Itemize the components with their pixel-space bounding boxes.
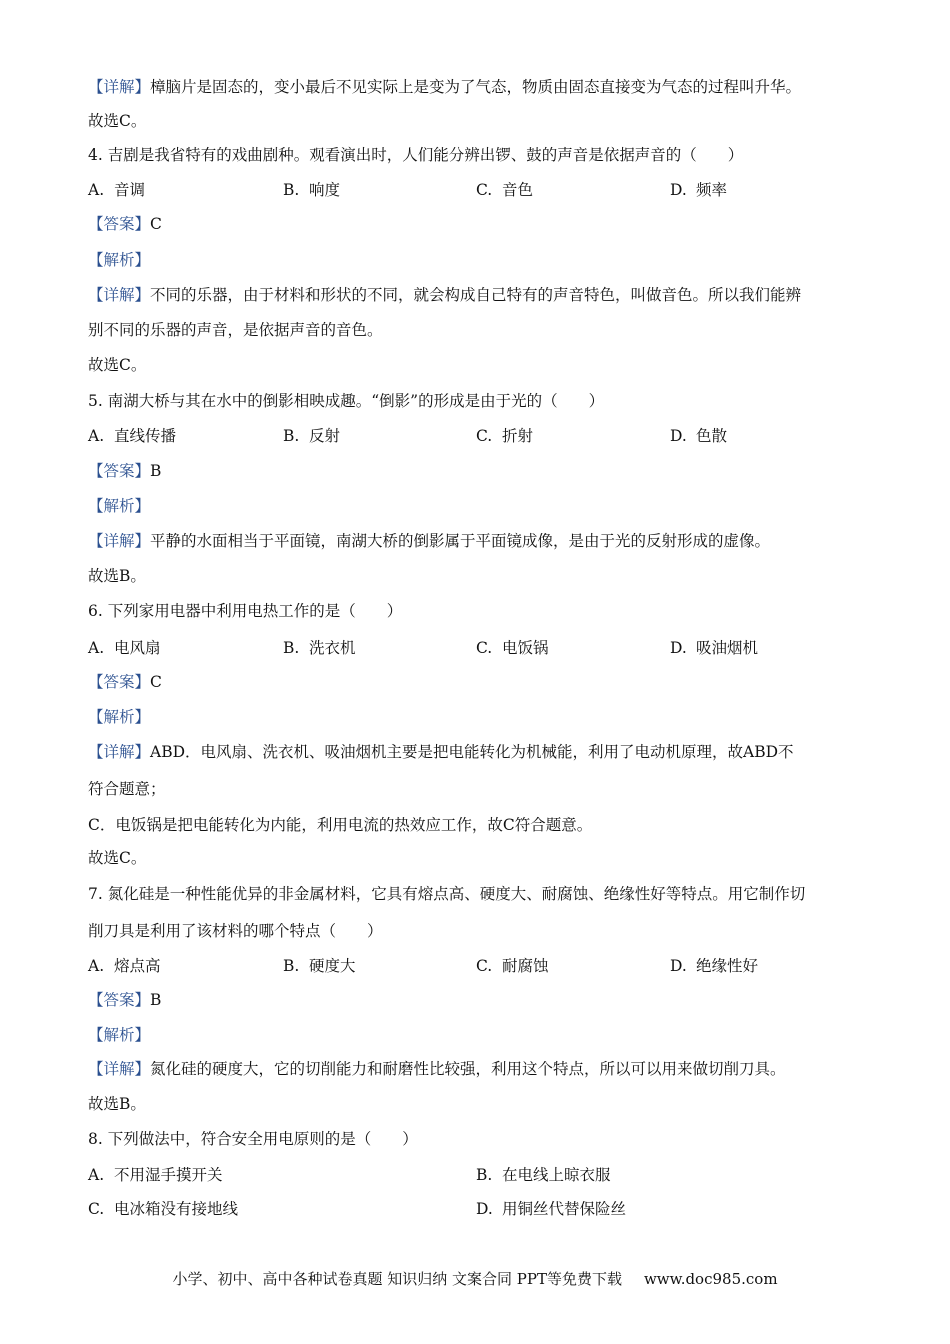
option-text: 不用湿手摸开关	[114, 1166, 223, 1184]
option-key: B.	[283, 181, 300, 199]
section-tag: 【解析】	[88, 1026, 151, 1044]
text-line	[88, 319, 383, 341]
option-text: 折射	[502, 427, 534, 445]
text-line	[88, 144, 743, 166]
line-text: 别不同的乐器的声音，是依据声音的音色。	[88, 321, 383, 339]
option-item	[88, 425, 176, 447]
text-line	[88, 1093, 146, 1115]
option-row	[88, 1164, 868, 1186]
option-text: 吸油烟机	[696, 639, 759, 657]
text-line	[88, 110, 146, 132]
option-text: 电风扇	[114, 639, 161, 657]
text-line	[88, 1128, 418, 1150]
tagged-line	[88, 249, 150, 271]
option-text: 熔点高	[114, 957, 161, 975]
option-text: 音色	[502, 181, 534, 199]
line-text: C	[150, 673, 162, 691]
line-text: B	[150, 462, 162, 480]
option-key: D.	[670, 639, 687, 657]
line-text: 6. 下列家用电器中利用电热工作的是（ ）	[88, 602, 403, 620]
option-row	[88, 425, 868, 447]
footer-url[interactable]: www.doc985.com	[643, 1270, 778, 1288]
tagged-line	[88, 460, 161, 482]
option-item	[670, 425, 727, 447]
tagged-line	[88, 706, 150, 728]
option-key: A.	[88, 1166, 105, 1184]
section-tag: 【详解】	[88, 286, 151, 304]
option-text: 电饭锅	[502, 639, 549, 657]
text-line	[88, 814, 592, 836]
option-text: 反射	[309, 427, 341, 445]
option-item	[476, 1164, 611, 1186]
option-key: B.	[476, 1166, 493, 1184]
option-key: B.	[283, 957, 300, 975]
option-item	[283, 425, 340, 447]
option-row	[88, 179, 868, 201]
option-item	[88, 1164, 223, 1186]
option-key: C.	[476, 181, 493, 199]
text-line	[88, 883, 805, 905]
line-text: 4. 吉剧是我省特有的戏曲剧种。观看演出时，人们能分辨出锣、鼓的声音是依据声音的（ ）	[88, 146, 744, 164]
text-line	[88, 920, 383, 942]
option-key: C.	[476, 957, 493, 975]
option-text: 色散	[696, 427, 728, 445]
section-tag: 【答案】	[88, 215, 151, 233]
section-tag: 【详解】	[88, 1060, 151, 1078]
tagged-line	[88, 989, 161, 1011]
option-item	[476, 637, 549, 659]
option-item	[88, 1198, 238, 1220]
text-line	[88, 390, 604, 412]
section-tag: 【答案】	[88, 673, 151, 691]
line-text: 故选C。	[88, 849, 147, 867]
section-tag: 【解析】	[88, 708, 151, 726]
tagged-line	[88, 530, 770, 552]
line-text: 7. 氮化硅是一种性能优异的非金属材料，它具有熔点高、硬度大、耐腐蚀、绝缘性好等特点。用它制作切	[88, 885, 806, 903]
text-line	[88, 600, 402, 622]
option-item	[670, 179, 727, 201]
tagged-line	[88, 671, 162, 693]
option-text: 在电线上晾衣服	[502, 1166, 611, 1184]
option-text: 用铜丝代替保险丝	[502, 1200, 627, 1218]
line-text: 故选C。	[88, 356, 147, 374]
option-item	[88, 955, 161, 977]
option-item	[670, 637, 758, 659]
option-key: B.	[283, 639, 300, 657]
option-key: B.	[283, 427, 300, 445]
option-row	[88, 1198, 868, 1220]
line-text: 樟脑片是固态的，变小最后不见实际上是变为了气态，物质由固态直接变为气态的过程叫升华。	[150, 78, 802, 96]
option-key: A.	[88, 181, 105, 199]
line-text: 氮化硅的硬度大，它的切削能力和耐磨性比较强，利用这个特点，所以可以用来做切削刀具。	[150, 1060, 786, 1078]
text-line	[88, 565, 146, 587]
tagged-line	[88, 284, 801, 306]
option-text: 电冰箱没有接地线	[114, 1200, 239, 1218]
option-text: 洗衣机	[309, 639, 356, 657]
option-key: C.	[476, 639, 493, 657]
line-text: 故选C。	[88, 112, 147, 130]
option-key: C.	[88, 1200, 105, 1218]
section-tag: 【详解】	[88, 743, 151, 761]
option-item	[88, 637, 161, 659]
option-text: 硬度大	[309, 957, 356, 975]
option-key: D.	[476, 1200, 493, 1218]
tagged-line	[88, 1058, 786, 1080]
tagged-line	[88, 76, 801, 98]
line-text: 削刀具是利用了该材料的哪个特点（ ）	[88, 922, 383, 940]
section-tag: 【详解】	[88, 532, 151, 550]
line-text: ABD．电风扇、洗衣机、吸油烟机主要是把电能转化为机械能，利用了电动机原理，故ABD不	[150, 743, 794, 761]
section-tag: 【答案】	[88, 462, 151, 480]
line-text: C	[150, 215, 162, 233]
tagged-line	[88, 741, 794, 763]
option-key: D.	[670, 181, 687, 199]
option-item	[283, 637, 356, 659]
option-item	[476, 955, 549, 977]
page-footer	[0, 1268, 950, 1290]
line-text: 8. 下列做法中，符合安全用电原则的是（ ）	[88, 1130, 418, 1148]
tagged-line	[88, 213, 162, 235]
option-item	[476, 1198, 626, 1220]
section-tag: 【详解】	[88, 78, 151, 96]
tagged-line	[88, 495, 150, 517]
option-item	[670, 955, 758, 977]
option-item	[476, 425, 533, 447]
option-key: A.	[88, 639, 105, 657]
option-text: 响度	[309, 181, 341, 199]
option-item	[283, 179, 340, 201]
line-text: C．电饭锅是把电能转化为内能，利用电流的热效应工作，故C符合题意。	[88, 816, 593, 834]
option-key: A.	[88, 957, 105, 975]
section-tag: 【解析】	[88, 251, 151, 269]
line-text: B	[150, 991, 162, 1009]
option-key: D.	[670, 427, 687, 445]
option-item	[476, 179, 533, 201]
option-key: D.	[670, 957, 687, 975]
line-text: 平静的水面相当于平面镜，南湖大桥的倒影属于平面镜成像，是由于光的反射形成的虚像。	[150, 532, 771, 550]
text-line	[88, 847, 146, 869]
option-key: A.	[88, 427, 105, 445]
section-tag: 【答案】	[88, 991, 151, 1009]
option-text: 直线传播	[114, 427, 177, 445]
option-row	[88, 955, 868, 977]
line-text: 符合题意；	[88, 780, 166, 798]
section-tag: 【解析】	[88, 497, 151, 515]
line-text: 故选B。	[88, 1095, 146, 1113]
line-text: 故选B。	[88, 567, 146, 585]
option-item	[283, 955, 356, 977]
option-key: C.	[476, 427, 493, 445]
line-text: 不同的乐器，由于材料和形状的不同，就会构成自己特有的声音特色，叫做音色。所以我们能辨	[150, 286, 802, 304]
tagged-line	[88, 1024, 150, 1046]
text-line	[88, 778, 166, 800]
line-text: 5. 南湖大桥与其在水中的倒影相映成趣。“倒影”的形成是由于光的（ ）	[88, 392, 605, 410]
footer-text: 小学、初中、高中各种试卷真题 知识归纳 文案合同 PPT等免费下载	[172, 1270, 622, 1288]
option-text: 耐腐蚀	[502, 957, 549, 975]
option-text: 绝缘性好	[696, 957, 759, 975]
option-item	[88, 179, 145, 201]
option-row	[88, 637, 868, 659]
text-line	[88, 354, 146, 376]
option-text: 频率	[696, 181, 728, 199]
option-text: 音调	[114, 181, 146, 199]
